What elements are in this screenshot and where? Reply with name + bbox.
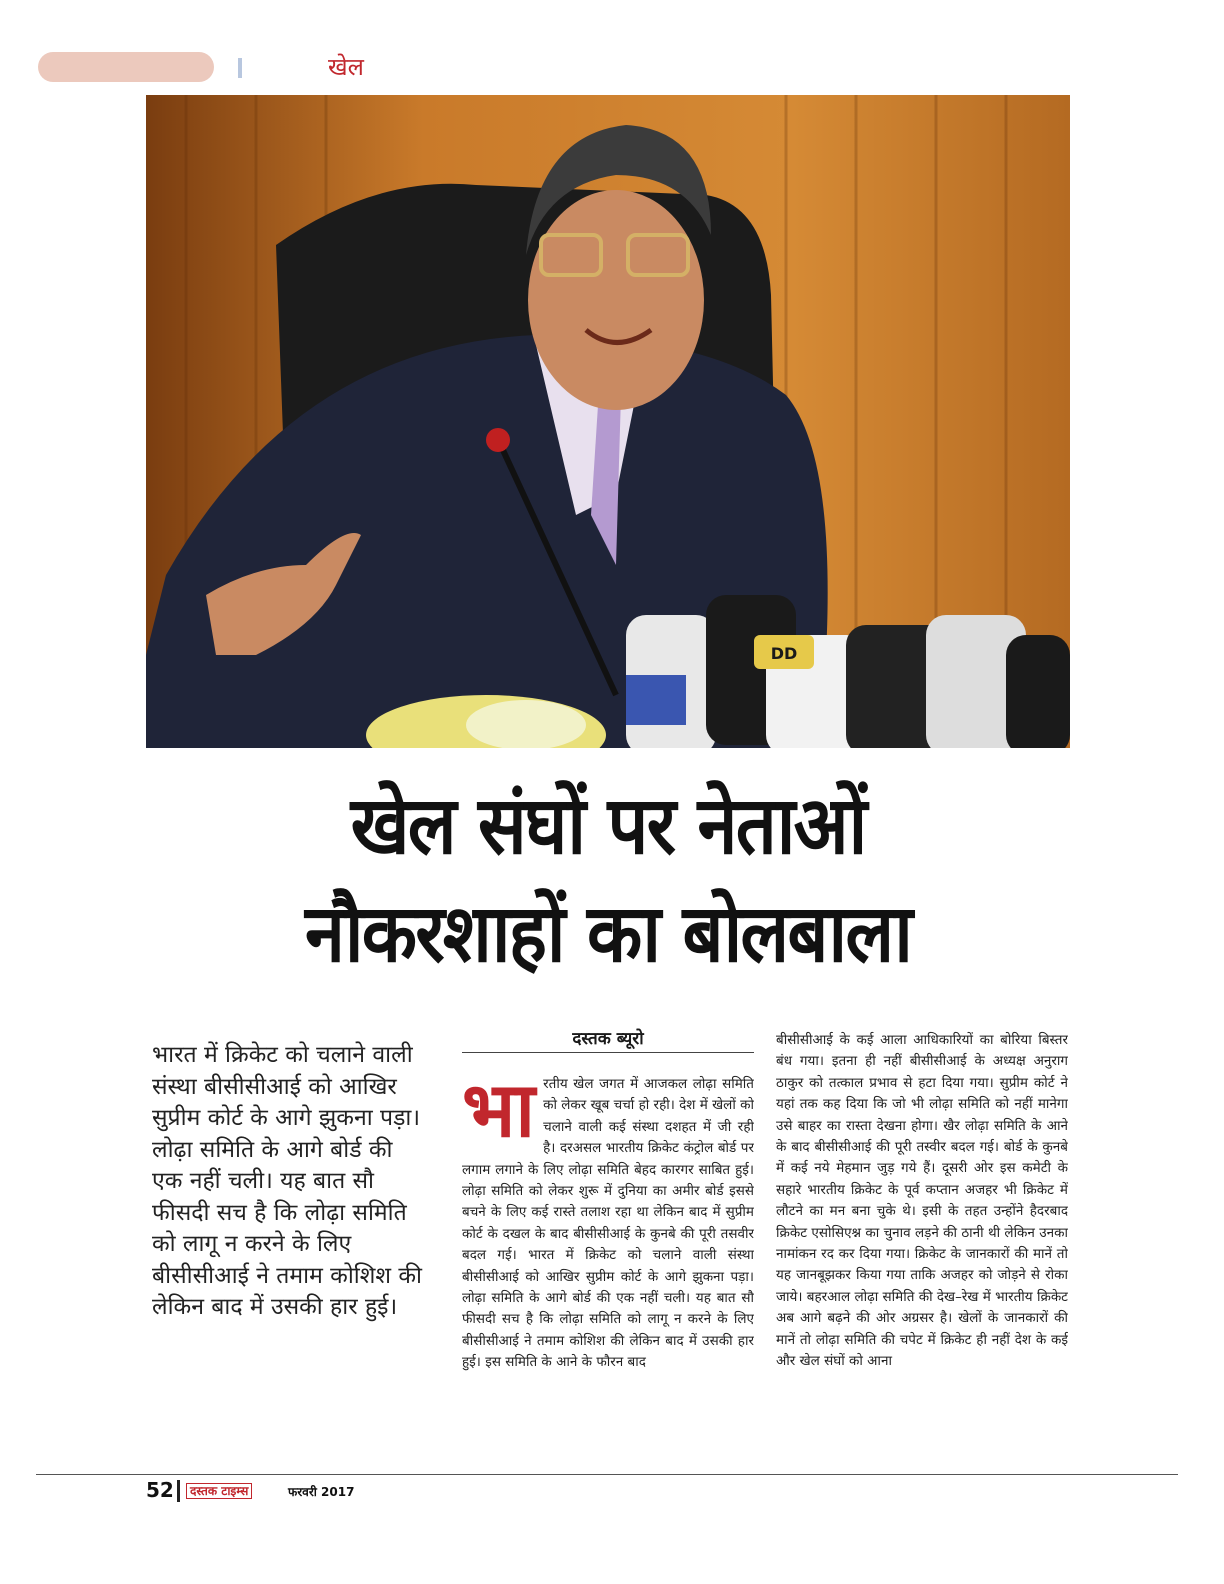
issue-date: फरवरी 2017 bbox=[288, 1485, 355, 1499]
section-label: खेल bbox=[328, 53, 364, 81]
publication-name: दस्तक टाइम्स bbox=[186, 1483, 252, 1499]
page-number: 52 bbox=[146, 1478, 174, 1502]
article-headline bbox=[192, 772, 1024, 988]
header-decoration-pill bbox=[38, 52, 214, 82]
mic-logo-label: DD bbox=[770, 644, 798, 663]
headline-line-1: खेल संघों पर नेताओं bbox=[350, 779, 866, 872]
footer-rule bbox=[36, 1474, 1178, 1475]
header-divider bbox=[238, 58, 242, 78]
article-column-1-text: रतीय खेल जगत में आजकल लोढ़ा समिति को लेकर खूब चर्चा हो रही। देश में खेलों को चलाने वाली कई संस्था दशहत में जी रही है। दरअसल भारतीय क्रिकेट कंट्रोल बोर्ड पर लगाम लगाने के लिए लोढ़ा समिति बेहद कारगर साबित हुई। लोढ़ा समिति को लेकर शुरू में दुनिया का अमीर बोर्ड इससे बचने के लिए कई रास्ते तलाश रहा था लेकिन बाद में सुप्रीम कोर्ट के दखल के बाद बीसीसीआई के कुनबे की पूरी तसवीर बदल गई। भारत में क्रिकेट को चलाने वाली संस्था बीसीसीआई को आखिर सुप्रीम कोर्ट के आगे झुकना पड़ा। लोढ़ा समिति के आगे बोर्ड की एक नहीं चली। यह बात सौ फीसदी सच है कि लोढ़ा समिति को लागू न करने के लिए बीसीसीआई ने तमाम कोशिश की लेकिन बाद में उसकी हार हुई। इस समिति के आने के फौरन बाद bbox=[462, 1076, 754, 1371]
headline-line-2: नौकरशाहों का बोलबाला bbox=[304, 887, 912, 980]
face bbox=[528, 190, 704, 410]
article-column-1 bbox=[462, 1074, 754, 1454]
article-column-2 bbox=[776, 1030, 1068, 1454]
footer-separator bbox=[177, 1480, 180, 1502]
drop-cap: भा bbox=[462, 1074, 536, 1154]
byline: दस्तक ब्यूरो bbox=[462, 1026, 754, 1053]
pull-quote: भारत में क्रिकेट को चलाने वाली संस्था बीसीसीआई को आखिर सुप्रीम कोर्ट के आगे झुकना पड़ा। लोढ़ा समिति के आगे बोर्ड की एक नहीं चली। यह बात सौ फीसदी सच है कि लोढ़ा समिति को लागू न करने के लिए बीसीसीआई ने तमाम कोशिश की लेकिन बाद में उसकी हार हुई। bbox=[152, 1042, 422, 1320]
article-column-2-text: बीसीसीआई के कई आला आधिकारियों का बोरिया बिस्तर बंध गया। इतना ही नहीं बीसीसीआई के अध्यक्ष अनुराग ठाकुर को तत्काल प्रभाव से हटा दिया गया। सुप्रीम कोर्ट ने यहां तक कह दिया कि जो भी लोढ़ा समिति को नहीं मानेगा उसे बाहर का रास्ता देखना होगा। खैर लोढ़ा समिति के आने के बाद बीसीसीआई की पूरी तस्वीर बदल गई। बोर्ड के कुनबे में कई नये मेहमान जुड़ गये हैं। दूसरी ओर इस कमेटी के सहारे भारतीय क्रिकेट के पूर्व कप्तान अजहर भी क्रिकेट में लौटने का मन बना चुके थे। इसी के तहत उन्होंने हैदरबाद क्रिकेट एसोसिएश्न का चुनाव लड़ने की ठानी थी लेकिन उनका नामांकन रद कर दिया गया। क्रिकेट के जानकारों की मानें तो यह जानबूझकर किया गया ताकि अजहर को जोड़ने से रोका जाये। बहरआल लोढ़ा समिति की देख–रेख में भारतीय क्रिकेट अब आगे बढ़ने की ओर अग्रसर है। खेलों के जानकारों की मानें तो लोढ़ा समिति की चपेट में क्रिकेट ही नहीं देश के कई और खेल संघों को आना bbox=[776, 1032, 1068, 1370]
photo-illustration bbox=[146, 95, 1070, 748]
article-photo bbox=[146, 95, 1070, 748]
